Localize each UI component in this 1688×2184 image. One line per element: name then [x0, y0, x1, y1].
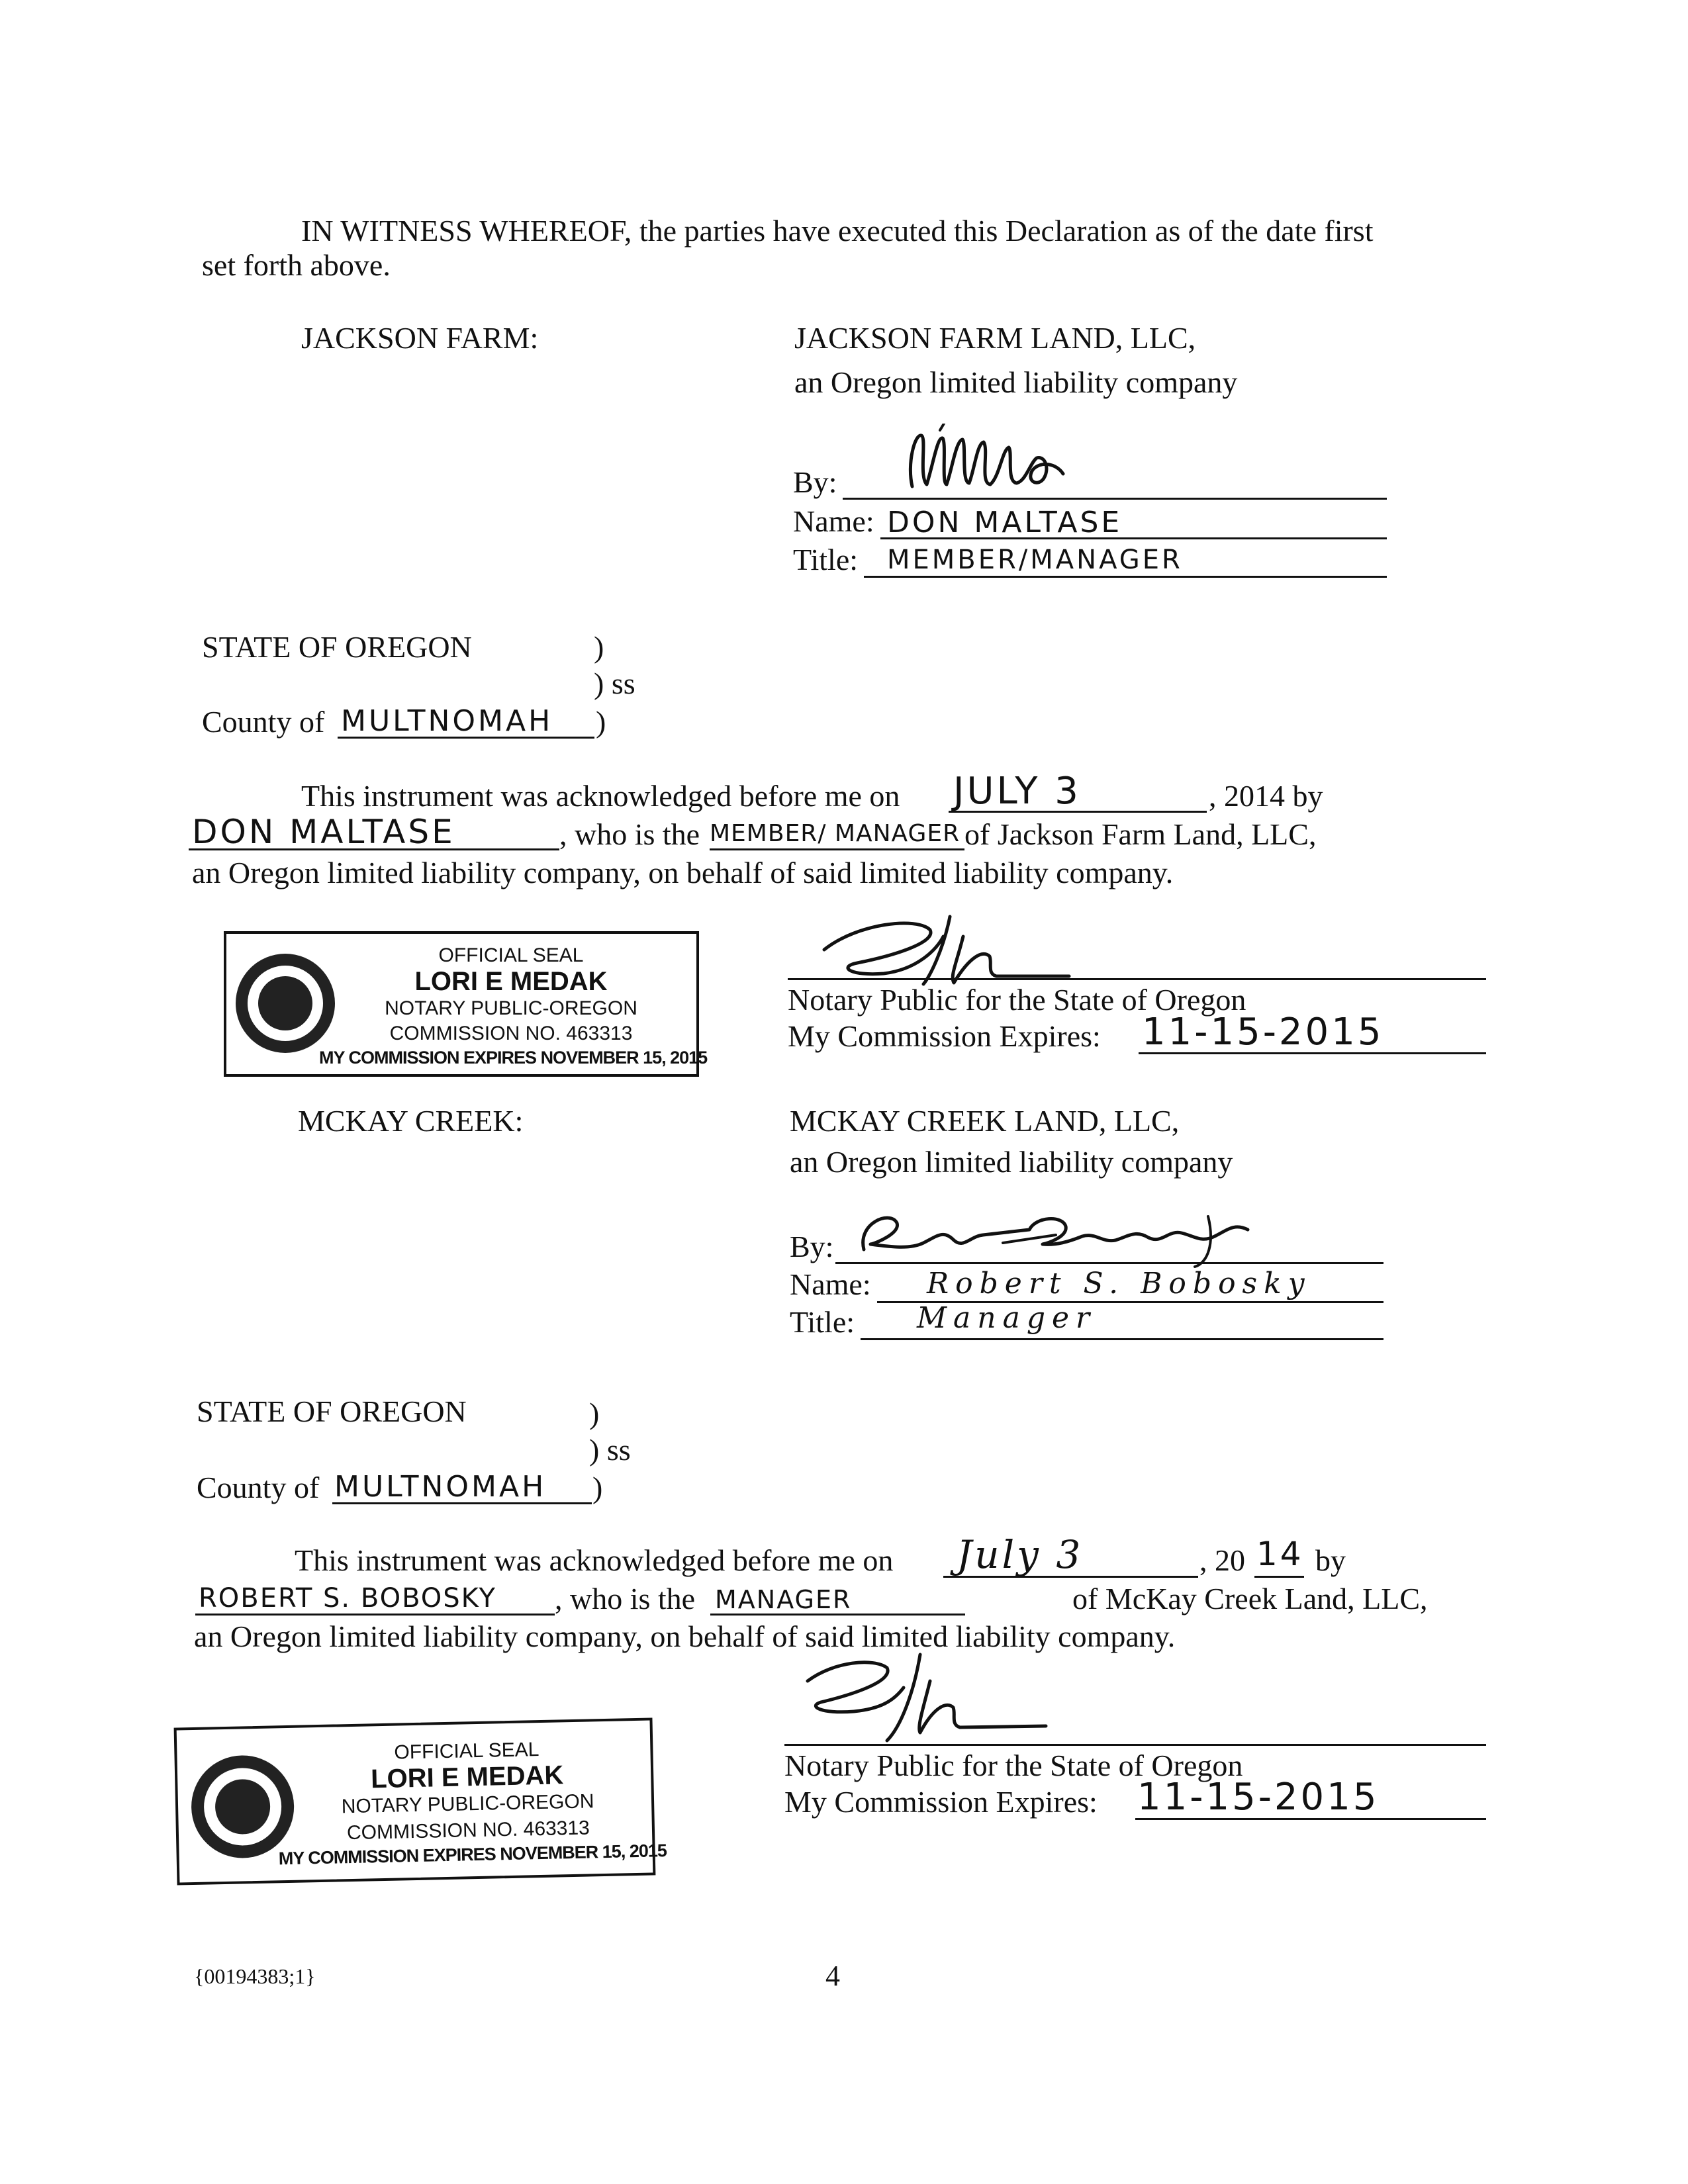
- notary1-ss: ) ss: [594, 666, 635, 700]
- notary1-ack-name-line: [189, 848, 559, 850]
- notary2-ack-year-prefix: , 20: [1199, 1543, 1245, 1577]
- mckay-title-label: Title:: [790, 1305, 855, 1339]
- notary2-signature-line: [784, 1744, 1486, 1746]
- notary2-ack-line-3: an Oregon limited liability company, on behalf of said limited liability company.: [194, 1619, 1176, 1653]
- notary2-ack-role: MANAGER: [715, 1585, 852, 1614]
- notary-seal-2: [174, 1717, 667, 1885]
- notary2-paren: ): [589, 1396, 600, 1430]
- jackson-by-label: By:: [793, 465, 837, 499]
- notary1-county-label: County of: [202, 705, 325, 739]
- notary1-signature-line: [788, 978, 1486, 980]
- notary1-ack-role-line: [710, 848, 964, 850]
- notary1-county-line: [338, 737, 594, 739]
- notary1-ack-date: JULY 3: [953, 770, 1081, 813]
- notary2-county-line: [332, 1502, 592, 1504]
- notary2-expires-value: 11-15-2015: [1137, 1776, 1380, 1819]
- mckay-signature: [837, 1203, 1301, 1269]
- notary2-ack-by: by: [1315, 1543, 1346, 1577]
- notary1-state: STATE OF OREGON: [202, 630, 472, 664]
- notary2-ack-who: , who is the: [555, 1582, 696, 1615]
- notary1-county-value: MULTNOMAH: [341, 704, 553, 738]
- notary2-ack-name-line: [195, 1614, 555, 1615]
- notary2-ack-year: 14: [1256, 1535, 1304, 1573]
- seal-1-expires: MY COMMISSION EXPIRES NOVEMBER 15, 2015: [319, 1048, 708, 1068]
- mckay-label: MCKAY CREEK:: [298, 1104, 524, 1138]
- seal-1-notary: NOTARY PUBLIC-OREGON: [385, 997, 637, 1019]
- jackson-title-value: MEMBER/MANAGER: [887, 545, 1183, 575]
- witness-line-2: set forth above.: [202, 248, 391, 282]
- page-number: 4: [825, 1960, 840, 1992]
- state-seal-icon: [236, 954, 335, 1053]
- notary1-expires-value: 11-15-2015: [1142, 1011, 1384, 1054]
- mckay-title-value: Manager: [917, 1301, 1097, 1335]
- jackson-title-line: [864, 576, 1387, 578]
- notary2-ack-line-1: This instrument was acknowledged before me on: [295, 1543, 894, 1577]
- notary1-ack-year: , 2014 by: [1209, 779, 1323, 813]
- notary2-ack-name: ROBERT S. BOBOSKY: [199, 1583, 496, 1614]
- jackson-signature: [900, 424, 1079, 503]
- seal-2-commission: COMMISSION NO. 463313: [346, 1817, 590, 1844]
- mckay-company-name: MCKAY CREEK LAND, LLC,: [790, 1104, 1180, 1138]
- notary1-ack-role: MEMBER/ MANAGER: [710, 820, 961, 847]
- seal-1-name: LORI E MEDAK: [414, 967, 608, 996]
- document-id: {00194383;1}: [194, 1964, 316, 1988]
- notary2-county-close: ): [592, 1471, 603, 1504]
- notary2-county-value: MULTNOMAH: [334, 1470, 547, 1504]
- notary1-paren: ): [594, 630, 604, 664]
- seal-2-official: OFFICIAL SEAL: [394, 1739, 539, 1764]
- notary1-signature: [818, 910, 1082, 989]
- jackson-farm-label: JACKSON FARM:: [301, 321, 539, 355]
- notary1-ack-line-3: an Oregon limited liability company, on behalf of said limited liability company.: [192, 856, 1174, 889]
- seal-1-official: OFFICIAL SEAL: [438, 944, 584, 966]
- notary2-ss: ) ss: [589, 1433, 631, 1467]
- notary1-ack-name: DON MALTASE: [192, 813, 455, 851]
- notary1-county-close: ): [596, 705, 606, 739]
- seal-2-name: LORI E MEDAK: [370, 1760, 564, 1794]
- notary1-notary-label: Notary Public for the State of Oregon: [788, 983, 1246, 1017]
- mckay-name-value: Robert S. Bobosky: [927, 1267, 1311, 1300]
- notary1-ack-line-1: This instrument was acknowledged before me on: [301, 779, 900, 813]
- notary2-state: STATE OF OREGON: [197, 1394, 467, 1428]
- notary2-ack-year-line: [1254, 1576, 1304, 1578]
- witness-line-1: IN WITNESS WHEREOF, the parties have executed this Declaration as of the date first: [301, 214, 1374, 248]
- notary2-notary-label: Notary Public for the State of Oregon: [784, 1749, 1243, 1782]
- notary2-ack-of: of McKay Creek Land, LLC,: [1072, 1582, 1428, 1615]
- notary1-ack-who: , who is the: [559, 817, 700, 851]
- jackson-name-label: Name:: [793, 504, 874, 538]
- notary1-ack-of: of Jackson Farm Land, LLC,: [964, 817, 1317, 851]
- jackson-name-value: DON MALTASE: [887, 506, 1123, 539]
- notary1-expires-label: My Commission Expires:: [788, 1019, 1101, 1053]
- mckay-company-desc: an Oregon limited liability company: [790, 1145, 1233, 1179]
- mckay-by-label: By:: [790, 1230, 834, 1263]
- notary2-county-label: County of: [197, 1471, 320, 1504]
- mckay-title-line: [861, 1338, 1383, 1340]
- notary2-signature: [794, 1648, 1059, 1747]
- jackson-company-desc: an Oregon limited liability company: [794, 365, 1238, 399]
- seal-2-notary: NOTARY PUBLIC-OREGON: [341, 1790, 594, 1818]
- notary-seal-1: [224, 931, 708, 1077]
- jackson-title-label: Title:: [793, 543, 859, 576]
- mckay-name-label: Name:: [790, 1267, 871, 1301]
- notary2-ack-date: July 3: [957, 1532, 1084, 1577]
- notary2-expires-label: My Commission Expires:: [784, 1785, 1098, 1819]
- notary2-expires-line: [1135, 1818, 1486, 1820]
- jackson-company-name: JACKSON FARM LAND, LLC,: [794, 321, 1196, 355]
- seal-1-commission: COMMISSION NO. 463313: [389, 1023, 633, 1044]
- state-seal-icon: [191, 1754, 295, 1859]
- notary1-expires-line: [1139, 1052, 1486, 1054]
- seal-2-expires: MY COMMISSION EXPIRES NOVEMBER 15, 2015: [278, 1841, 667, 1869]
